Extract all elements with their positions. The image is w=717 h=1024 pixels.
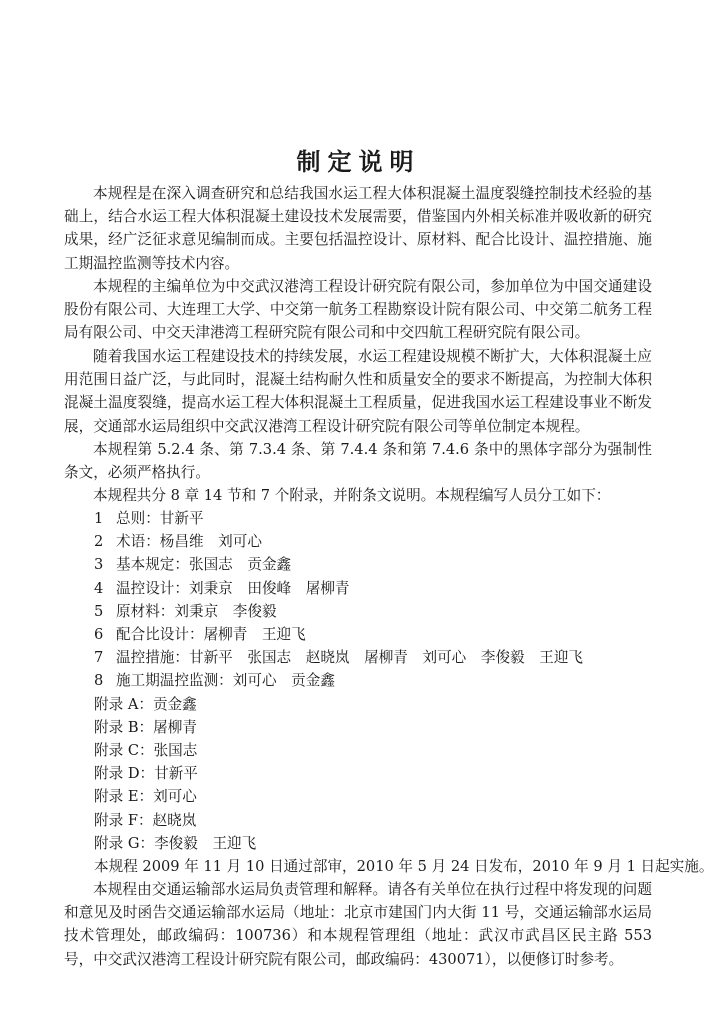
appendix-author-item: 附录 C：张国志 (94, 742, 198, 760)
appendix-author-item: 附录 F：赵晓岚 (94, 811, 197, 829)
author-item: 6 配合比设计：屠柳青 王迎飞 (94, 626, 306, 644)
page-title: 制定说明 (296, 148, 421, 176)
author-item: 2 术语：杨昌维 刘可心 (94, 533, 262, 551)
appendix-author-item: 附录 B：屠柳青 (94, 718, 197, 736)
paragraph-contact: 本规程由交通运输部水运局负责管理和解释。请各有关单位在执行过程中将发现的问题和意见及时函告交通运输部水运局（地址：北京市建国门内大街 11 号，交通运输部水运局技术管理处，邮政编码：100736）和本规程管理组（地址：武汉市武昌区民主路 553 号，中交武汉港湾工程设计研究院有限公司，邮政编码：430071），以便修订时参考。 (64, 881, 652, 968)
appendix-author-item: 附录 D：甘新平 (94, 765, 198, 783)
appendix-author-item: 附录 E：刘可心 (94, 788, 197, 806)
appendix-author-item: 附录 G：李俊毅 王迎飞 (94, 834, 257, 852)
author-list (94, 507, 583, 855)
author-item: 4 温控设计：刘秉京 田俊峰 屠柳青 (94, 579, 350, 597)
paragraph-purpose: 随着我国水运工程建设技术的持续发展，水运工程建设规模不断扩大，大体积混凝土应用范围日益广泛，与此同时，混凝土结构耐久性和质量安全的要求不断提高，为控制大体积混凝土温度裂缝，提高水运工程大体积混凝土工程质量，促进我国水运工程建设事业不断发展，交通部水运局组织中交武汉港湾工程设计研究院有限公司等单位制定本规程。 (64, 348, 652, 435)
paragraph-dates: 本规程 2009 年 11 月 10 日通过部审，2010 年 5 月 24 日发布，2010 年 9 月 1 日起实施。 (94, 858, 714, 875)
author-item: 7 温控措施：甘新平 张国志 赵晓岚 屠柳青 刘可心 李俊毅 王迎飞 (94, 649, 584, 667)
paragraph-organizations: 本规程的主编单位为中交武汉港湾工程设计研究院有限公司，参加单位为中国交通建设股份有限公司、大连理工大学、中交第一航务工程勘察设计院有限公司、中交第二航务工程局有限公司、中交天津港湾工程研究院有限公司和中交四航工程研究院有限公司。 (64, 278, 652, 342)
paragraph-background: 本规程是在深入调查研究和总结我国水运工程大体积混凝土温度裂缝控制技术经验的基础上，结合水运工程大体积混凝土建设技术发展需要，借鉴国内外相关标准并吸收新的研究成果，经广泛征求意见编制而成。主要包括温控设计、原材料、配合比设计、温控措施、施工期温控监测等技术内容。 (64, 185, 652, 272)
paragraph-structure: 本规程共分 8 章 14 节和 7 个附录，并附条文说明。本规程编写人员分工如下： (93, 487, 611, 504)
author-item: 1 总则：甘新平 (94, 510, 204, 527)
author-item: 3 基本规定：张国志 贡金鑫 (94, 556, 292, 574)
author-item: 8 施工期温控监测：刘可心 贡金鑫 (94, 672, 335, 690)
author-item: 5 原材料：刘秉京 李俊毅 (94, 602, 277, 620)
paragraph-mandatory-clauses: 本规程第 5.2.4 条、第 7.3.4 条、第 7.4.4 条和第 7.4.6 条中的黑体字部分为强制性条文，必须严格执行。 (64, 441, 652, 482)
appendix-author-item: 附录 A：贡金鑫 (94, 695, 197, 713)
